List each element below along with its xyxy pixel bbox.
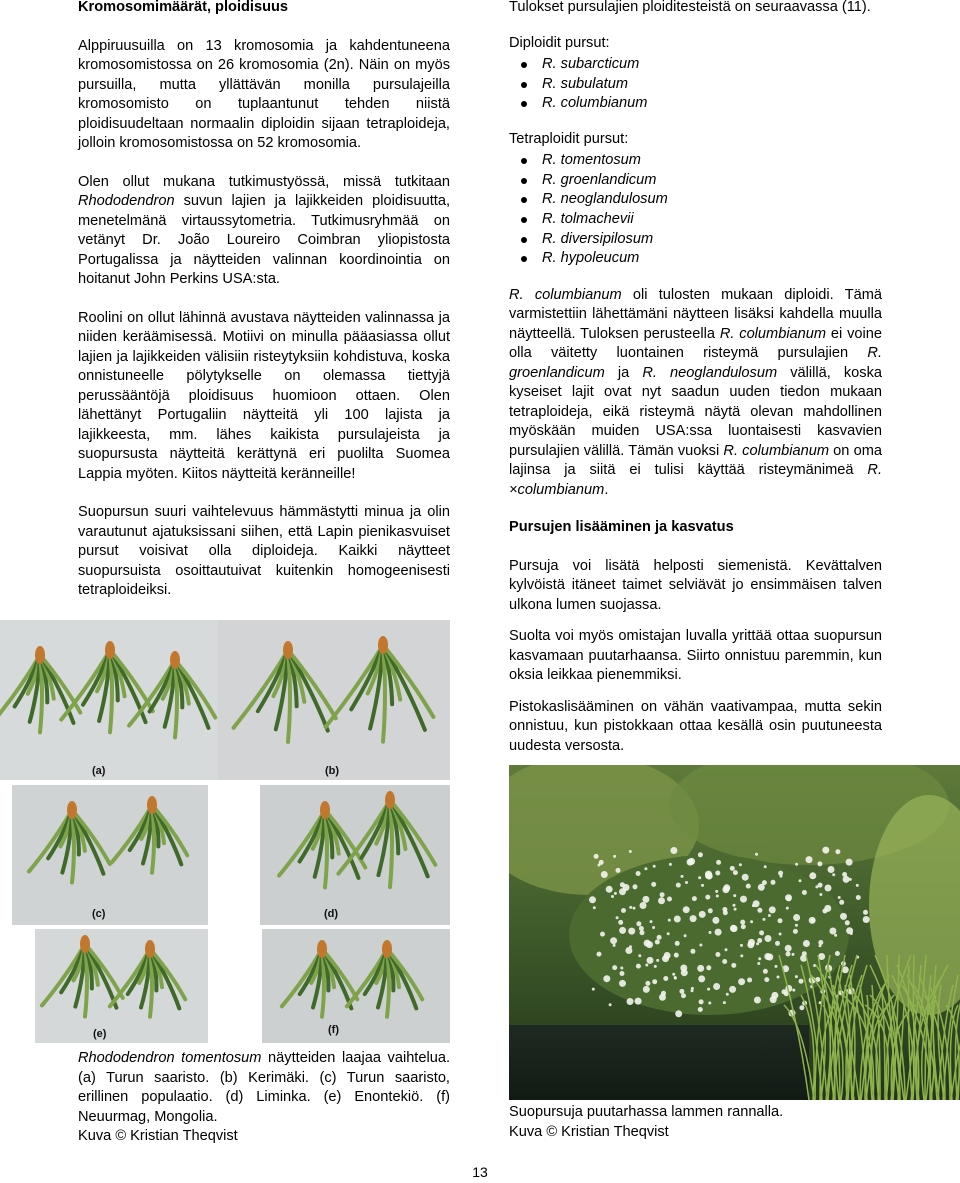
page-number: 13 — [472, 1164, 488, 1180]
panel-label-a: (a) — [92, 765, 106, 777]
tetraploid-heading: Tetraploidit pursut: — [509, 130, 629, 147]
species-name: R. neoglandulosum — [642, 364, 778, 381]
paragraph-cuttings: Pistokaslisääminen on vähän vaativampaa, mutta sekin onnistuu, kun pistokkaan ottaa kesällä osin puutuneesta uudesta versosta. — [509, 698, 882, 754]
text-span: ei voine olla väitetty luontainen risteymä pursulajien — [509, 325, 882, 362]
paragraph-bog: Suolta voi myös omistajan luvalla yrittää ottaa suopursun kasvamaan puutarhaansa. Siirto onnistuu paremmin, kun oksia leikkaa pienemmiksi. — [509, 628, 882, 684]
rhododendron-sample-photo — [35, 929, 208, 1043]
diploid-list — [509, 55, 882, 114]
garden-pond-photo — [509, 765, 960, 1100]
list-item: R. subulatum — [509, 75, 882, 95]
panel-label-d: (d) — [324, 908, 339, 920]
section-heading-chromosomes: Kromosomimäärät, ploidisuus — [78, 0, 289, 15]
list-item: R. tomentosum — [509, 151, 882, 171]
text-span: oli tulosten mukaan diploidi. Tämä varmistettiin lähettämäni näytteen lisäksi kahdella muulla näytteellä. Tuloksen perusteella — [509, 286, 883, 342]
rhododendron-sample-photo — [262, 929, 450, 1043]
paragraph-role: Roolini on ollut lähinnä avustava näytteiden valinnassa ja niiden keräämisessä. Motiivi on minulla pääasiassa ollut lajien ja lajikkeiden välisiin risteytyksiin kohdistuva, koska onnistuneelle pölytykselle on olemassa tiettyjä perussääntöjä ploidisuus huomioon ottaen. Olen lähettänyt Portugaliin näytteitä yli 100 lajista ja lajikkeesta, mm. lähes kaikista pursulajeista ja suopursusta näytteitä kerättynä eri puolilta Suomea Lappia myöten. Kiitos näytteitä keränneille! — [78, 309, 450, 482]
rhododendron-sample-photo — [218, 620, 450, 780]
panel-label-c: (c) — [92, 908, 106, 920]
species-name: R. groenlandicum — [509, 345, 882, 381]
panel-label-f: (f) — [328, 1024, 339, 1036]
pond-shore-image — [509, 765, 960, 1100]
left-column — [78, 0, 450, 601]
rhododendron-sample-photo — [0, 620, 218, 780]
text-span: Olen ollut mukana tutkimustyössä, missä tutkitaan — [78, 173, 450, 190]
right-column — [509, 0, 882, 756]
left-photo-caption — [78, 1049, 450, 1147]
paragraph-seeds: Pursuja voi lisätä helposti siemenistä. Kevättalven kylvöistä itäneet taimet selviävät jo ensimmäisen talven ulkona lumen suojassa. — [509, 557, 882, 613]
caption-text — [78, 1049, 450, 1127]
text-span: ja — [604, 364, 643, 381]
paragraph-variability: Suopursun suuri vaihtelevuus hämmästytti minua ja olin varautunut ajatuksissani siihen, että Lapin pienikasvuiset pursut voisivat olla diploideja. Kaikki näytteet suopursuista osoittautuivat kuitenkin homogeenisesti tetraploideiksi. — [78, 504, 450, 598]
text-span: näytteiden laajaa vaihtelua. (a) Turun saaristo. (b) Kerimäki. (c) Turun saaristo, erillinen populaatio. (d) Liminka. (e) Enontekiö. (f) Neuurmag, Mongolia. — [78, 1050, 451, 1125]
photo-panel-a — [0, 620, 218, 780]
photo-credit: Kuva © Kristian Theqvist — [78, 1128, 238, 1144]
photo-panel-d — [260, 785, 450, 925]
list-item: R. subarcticum — [509, 55, 882, 75]
results-intro: Tulokset pursulajien ploiditesteistä on seuraavassa (11). — [509, 0, 871, 15]
list-item: R. neoglandulosum — [509, 190, 882, 210]
paragraph-research — [78, 173, 450, 290]
species-name: R. columbianum — [719, 325, 827, 342]
photo-credit: Kuva © Kristian Theqvist — [509, 1123, 669, 1140]
list-item: R. columbianum — [509, 94, 882, 114]
panel-label-b: (b) — [325, 765, 340, 777]
photo-panel-e — [35, 929, 208, 1043]
caption-text: Suopursuja puutarhassa lammen rannalla. — [509, 1104, 784, 1120]
tetraploid-list — [509, 151, 882, 269]
rhododendron-sample-photo — [12, 785, 208, 925]
paragraph-chromosomes: Alppiruusuilla on 13 kromosomia ja kahdentuneena kromosomistossa on 26 kromosomia (2n). Näin on myös pursuilla, mutta yllättävän monilla pursulajeilla kromosomisto on tuplaantunut tehden niistä ploidisuudeltaan normaalin diploidin sijaan tetraploideja, jolloin kromosomistossa on 52 kromosomia. — [78, 37, 450, 151]
photo-panel-b — [218, 620, 450, 780]
section-heading-propagation: Pursujen lisääminen ja kasvatus — [509, 519, 734, 536]
paragraph-columbianum — [509, 286, 882, 501]
list-item: R. diversipilosum — [509, 230, 882, 250]
list-item: R. tolmachevii — [509, 210, 882, 230]
text-span: on oma lajinsa ja siitä ei tulisi käyttää risteymänimeä — [509, 442, 882, 479]
list-item: R. groenlandicum — [509, 171, 882, 191]
species-name: R. ×columbianum — [509, 462, 882, 498]
panel-label-e: (e) — [93, 1028, 107, 1040]
text-span: välillä, koska kyseiset lajit ovat nyt saadun uuden tiedon mukaan tetraploideja, eikä risteymä näytä olevan mahdollinen myöskään muiden USA:ssa luontaisesti kasvavien pursulajien välillä. Tämän vuoksi — [509, 364, 883, 459]
right-photo-caption — [509, 1103, 882, 1142]
text-span: . — [604, 481, 609, 498]
text-span: suvun lajien ja lajikkeiden ploidisuutta, menetelmänä virtaussytometria. Tutkimusryhmää on vetänyt Dr. João Loureiro Coimbran yliopistosta Portugalissa ja näytteiden valinnan koordinointia on hoitanut John Perkins USA:sta. — [78, 193, 450, 287]
rhododendron-sample-photo — [260, 785, 450, 925]
species-name: R. columbianum — [723, 442, 829, 459]
species-name: R. columbianum — [509, 286, 622, 303]
diploid-heading: Diploidit pursut: — [509, 34, 610, 51]
genus-name: Rhododendron — [78, 193, 175, 209]
species-name: Rhododendron tomentosum — [78, 1050, 262, 1066]
photo-panel-f — [262, 929, 450, 1043]
photo-panel-c — [12, 785, 208, 925]
list-item: R. hypoleucum — [509, 249, 882, 269]
